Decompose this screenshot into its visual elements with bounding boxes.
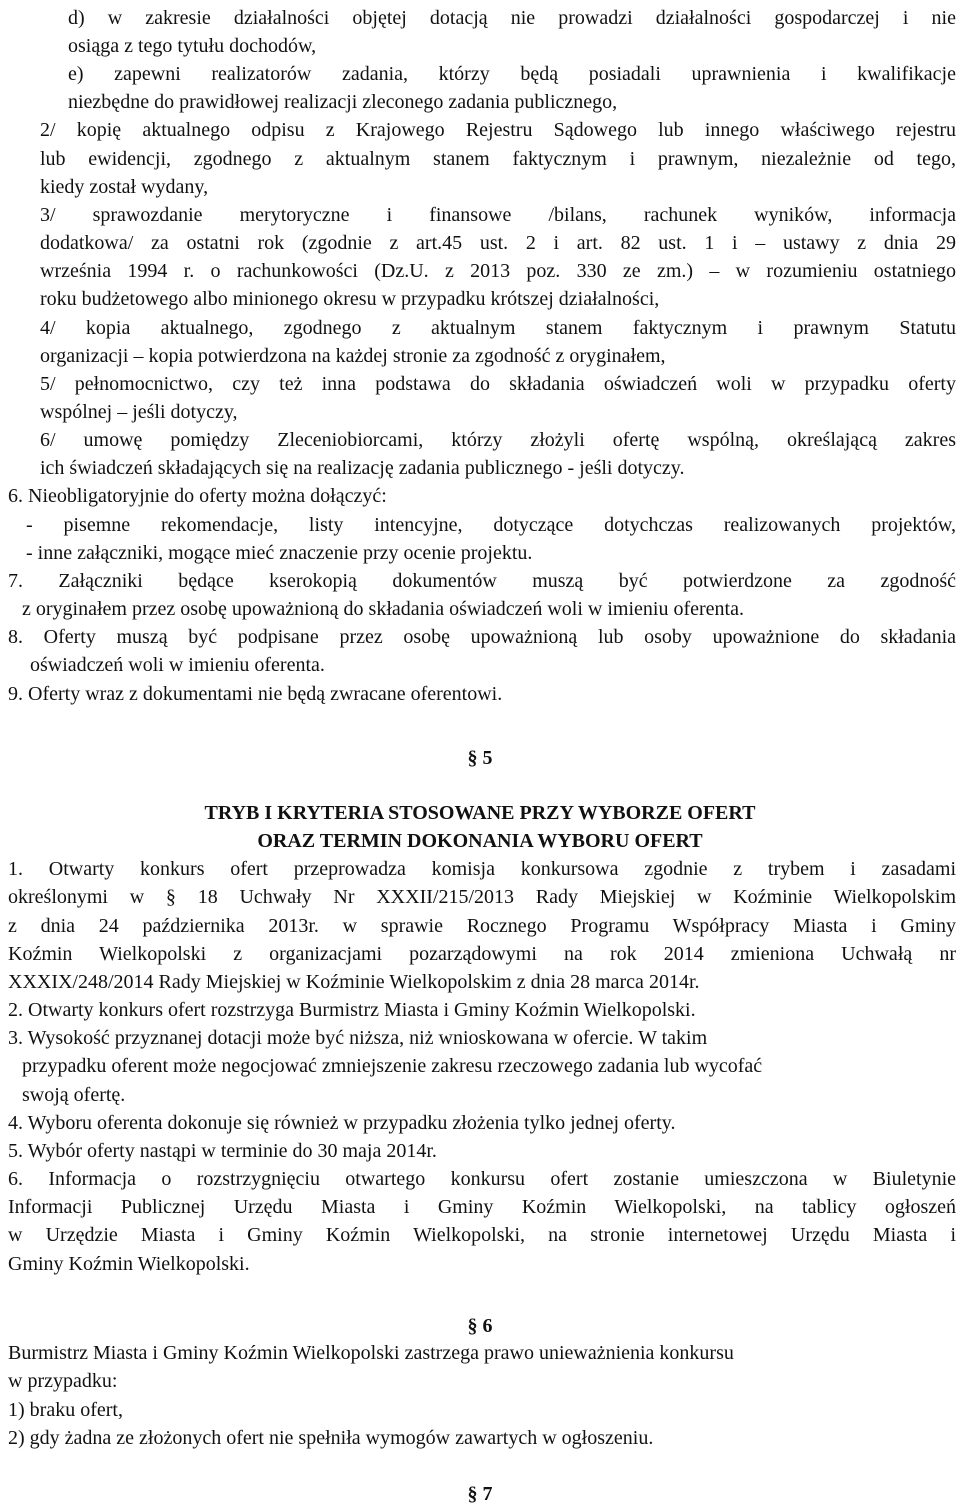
text-line: w Urzędzie Miasta i Gminy Koźmin Wielkopolski, na stronie internetowej Urzędu Miasta i (8, 1224, 956, 1246)
text-line: Burmistrz Miasta i Gminy Koźmin Wielkopolski zastrzega prawo unieważnienia konkursu (8, 1342, 734, 1364)
text-line: dodatkowa/ za ostatni rok (zgodnie z art.45 ust. 2 i art. 82 ust. 1 i – ustawy z dnia 29 (40, 232, 956, 254)
text-line: kiedy został wydany, (40, 176, 209, 198)
list-item-3: 3/ sprawozdanie merytoryczne i finansowe /bilans, rachunek wyników, informacja (40, 204, 956, 226)
text-line: oświadczeń woli w imieniu oferenta. (30, 654, 325, 676)
list-item-5: 5/ pełnomocnictwo, czy też inna podstawa do składania oświadczeń woli w przypadku oferty (40, 373, 956, 395)
paragraph-heading-7: § 7 (467, 1483, 493, 1505)
section-item-8: 8. Oferty muszą być podpisane przez osobę upoważnioną lub osoby upoważnione do składania (8, 626, 956, 648)
text-line: w przypadku: (8, 1370, 118, 1392)
bullet-item: - inne załączniki, mogące mieć znaczenie przy ocenie projektu. (26, 542, 533, 564)
list-item-6: 6/ umowę pomiędzy Zleceniobiorcami, którzy złożyli ofertę wspólną, określającą zakres (40, 429, 956, 451)
text-line: osiąga z tego tytułu dochodów, (68, 35, 317, 57)
section-item-5: 5. Wybór oferty nastąpi w terminie do 30 maja 2014r. (8, 1140, 437, 1162)
text-line: Informacji Publicznej Urzędu Miasta i Gminy Koźmin Wielkopolski, na tablicy ogłoszeń (8, 1196, 956, 1218)
section-item-3: 3. Wysokość przyznanej dotacji może być niższa, niż wnioskowana w ofercie. W takim (8, 1027, 708, 1049)
text-line: z oryginałem przez osobę upoważnioną do składania oświadczeń woli w imieniu oferenta. (22, 598, 744, 620)
list-item-4: 4/ kopia aktualnego, zgodnego z aktualnym stanem faktycznym i prawnym Statutu (40, 317, 956, 339)
text-line: określonymi w § 18 Uchwały Nr XXXII/215/2013 Rady Miejskiej w Koźminie Wielkopolskim (8, 886, 956, 908)
list-item-2b: 2) gdy żadna ze złożonych ofert nie spełniła wymogów zawartych w ogłoszeniu. (8, 1427, 654, 1449)
text-line: przypadku oferent może negocjować zmniejszenie zakresu rzeczowego zadania lub wycofać (22, 1055, 763, 1077)
paragraph-heading-6: § 6 (467, 1315, 493, 1337)
text-line: wspólnej – jeśli dotyczy, (40, 401, 238, 423)
section-item-1: 1. Otwarty konkurs ofert przeprowadza komisja konkursowa zgodnie z trybem i zasadami (8, 858, 956, 880)
list-item-1: 1) braku ofert, (8, 1399, 123, 1421)
text-line: Gminy Koźmin Wielkopolski. (8, 1253, 250, 1275)
text-line: XXXIX/248/2014 Rady Miejskiej w Koźminie Wielkopolskim z dnia 28 marca 2014r. (8, 971, 700, 993)
section-subtitle: ORAZ TERMIN DOKONANIA WYBORU OFERT (257, 830, 703, 852)
paragraph-heading-5: § 5 (467, 747, 493, 769)
text-line: roku budżetowego albo minionego okresu w przypadku krótszej działalności, (40, 288, 660, 310)
list-item-e: e) zapewni realizatorów zadania, którzy będą posiadali uprawnienia i kwalifikacje (68, 63, 956, 85)
text-line: ich świadczeń składających się na realizację zadania publicznego - jeśli dotyczy. (40, 457, 685, 479)
bullet-item: - pisemne rekomendacje, listy intencyjne, dotyczące dotychczas realizowanych projektów, (26, 514, 956, 536)
text-line: niezbędne do prawidłowej realizacji zleconego zadania publicznego, (68, 91, 618, 113)
list-item-d: d) w zakresie działalności objętej dotacją nie prowadzi działalności gospodarczej i nie (68, 7, 956, 29)
section-item-6b: 6. Informacja o rozstrzygnięciu otwartego konkursu ofert zostanie umieszczona w Biuletynie (8, 1168, 956, 1190)
section-item-7: 7. Załączniki będące kserokopią dokumentów muszą być potwierdzone za zgodność (8, 570, 956, 592)
text-line: z dnia 24 października 2013r. w sprawie Rocznego Programu Współpracy Miasta i Gminy (8, 915, 956, 937)
text-line: swoją ofertę. (22, 1084, 126, 1106)
section-item-4: 4. Wyboru oferenta dokonuje się również w przypadku złożenia tylko jednej oferty. (8, 1112, 676, 1134)
text-line: organizacji – kopia potwierdzona na każdej stronie za zgodność z oryginałem, (40, 345, 666, 367)
text-line: Koźmin Wielkopolski z organizacjami pozarządowymi na rok 2014 zmieniona Uchwałą nr (8, 943, 956, 965)
section-title: TRYB I KRYTERIA STOSOWANE PRZY WYBORZE OFERT (204, 802, 756, 824)
section-item-2: 2. Otwarty konkurs ofert rozstrzyga Burmistrz Miasta i Gminy Koźmin Wielkopolski. (8, 999, 696, 1021)
list-item-2: 2/ kopię aktualnego odpisu z Krajowego Rejestru Sądowego lub innego właściwego rejestru (40, 119, 956, 141)
text-line: września 1994 r. o rachunkowości (Dz.U. z 2013 poz. 330 ze zm.) – w rozumieniu ostatniego (40, 260, 956, 282)
section-item-6: 6. Nieobligatoryjnie do oferty można dołączyć: (8, 485, 387, 507)
text-line: lub ewidencji, zgodnego z aktualnym stanem faktycznym i prawnym, niezależnie od tego, (40, 148, 956, 170)
section-item-9: 9. Oferty wraz z dokumentami nie będą zwracane oferentowi. (8, 683, 503, 705)
